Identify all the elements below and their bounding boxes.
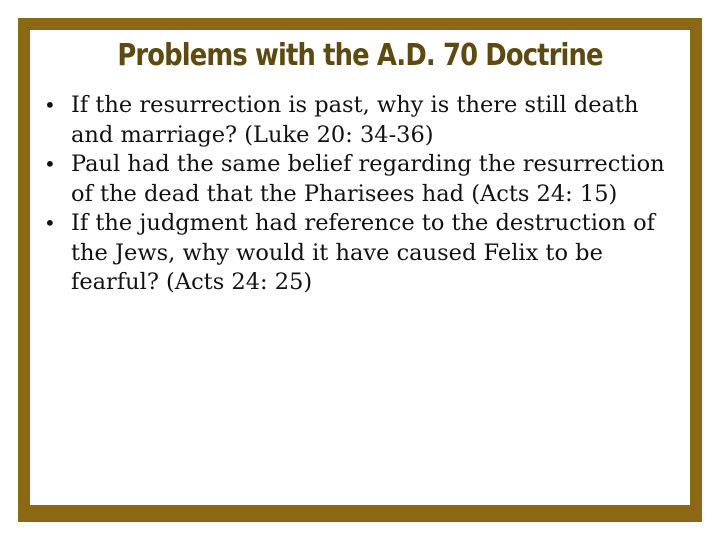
bullet-text: Paul had the same belief regarding the resurrection of the dead that the Pharisees had (Acts 24: 15)	[71, 151, 665, 207]
bullet-icon: •	[44, 211, 56, 235]
bullet-text: If the judgment had reference to the destruction of the Jews, why would it have caused Felix to be fearful? (Acts 24: 25)	[71, 210, 655, 295]
bullet-item	[44, 209, 684, 298]
bullet-icon: •	[44, 152, 56, 176]
bullet-icon: •	[44, 93, 56, 117]
slide-title: Problems with the A.D. 70 Doctrine	[117, 38, 603, 73]
bullet-list	[44, 91, 684, 298]
bullet-text: If the resurrection is past, why is there still death and marriage? (Luke 20: 34-36)	[71, 92, 639, 148]
bullet-item	[44, 91, 684, 150]
bullet-item	[44, 150, 684, 209]
